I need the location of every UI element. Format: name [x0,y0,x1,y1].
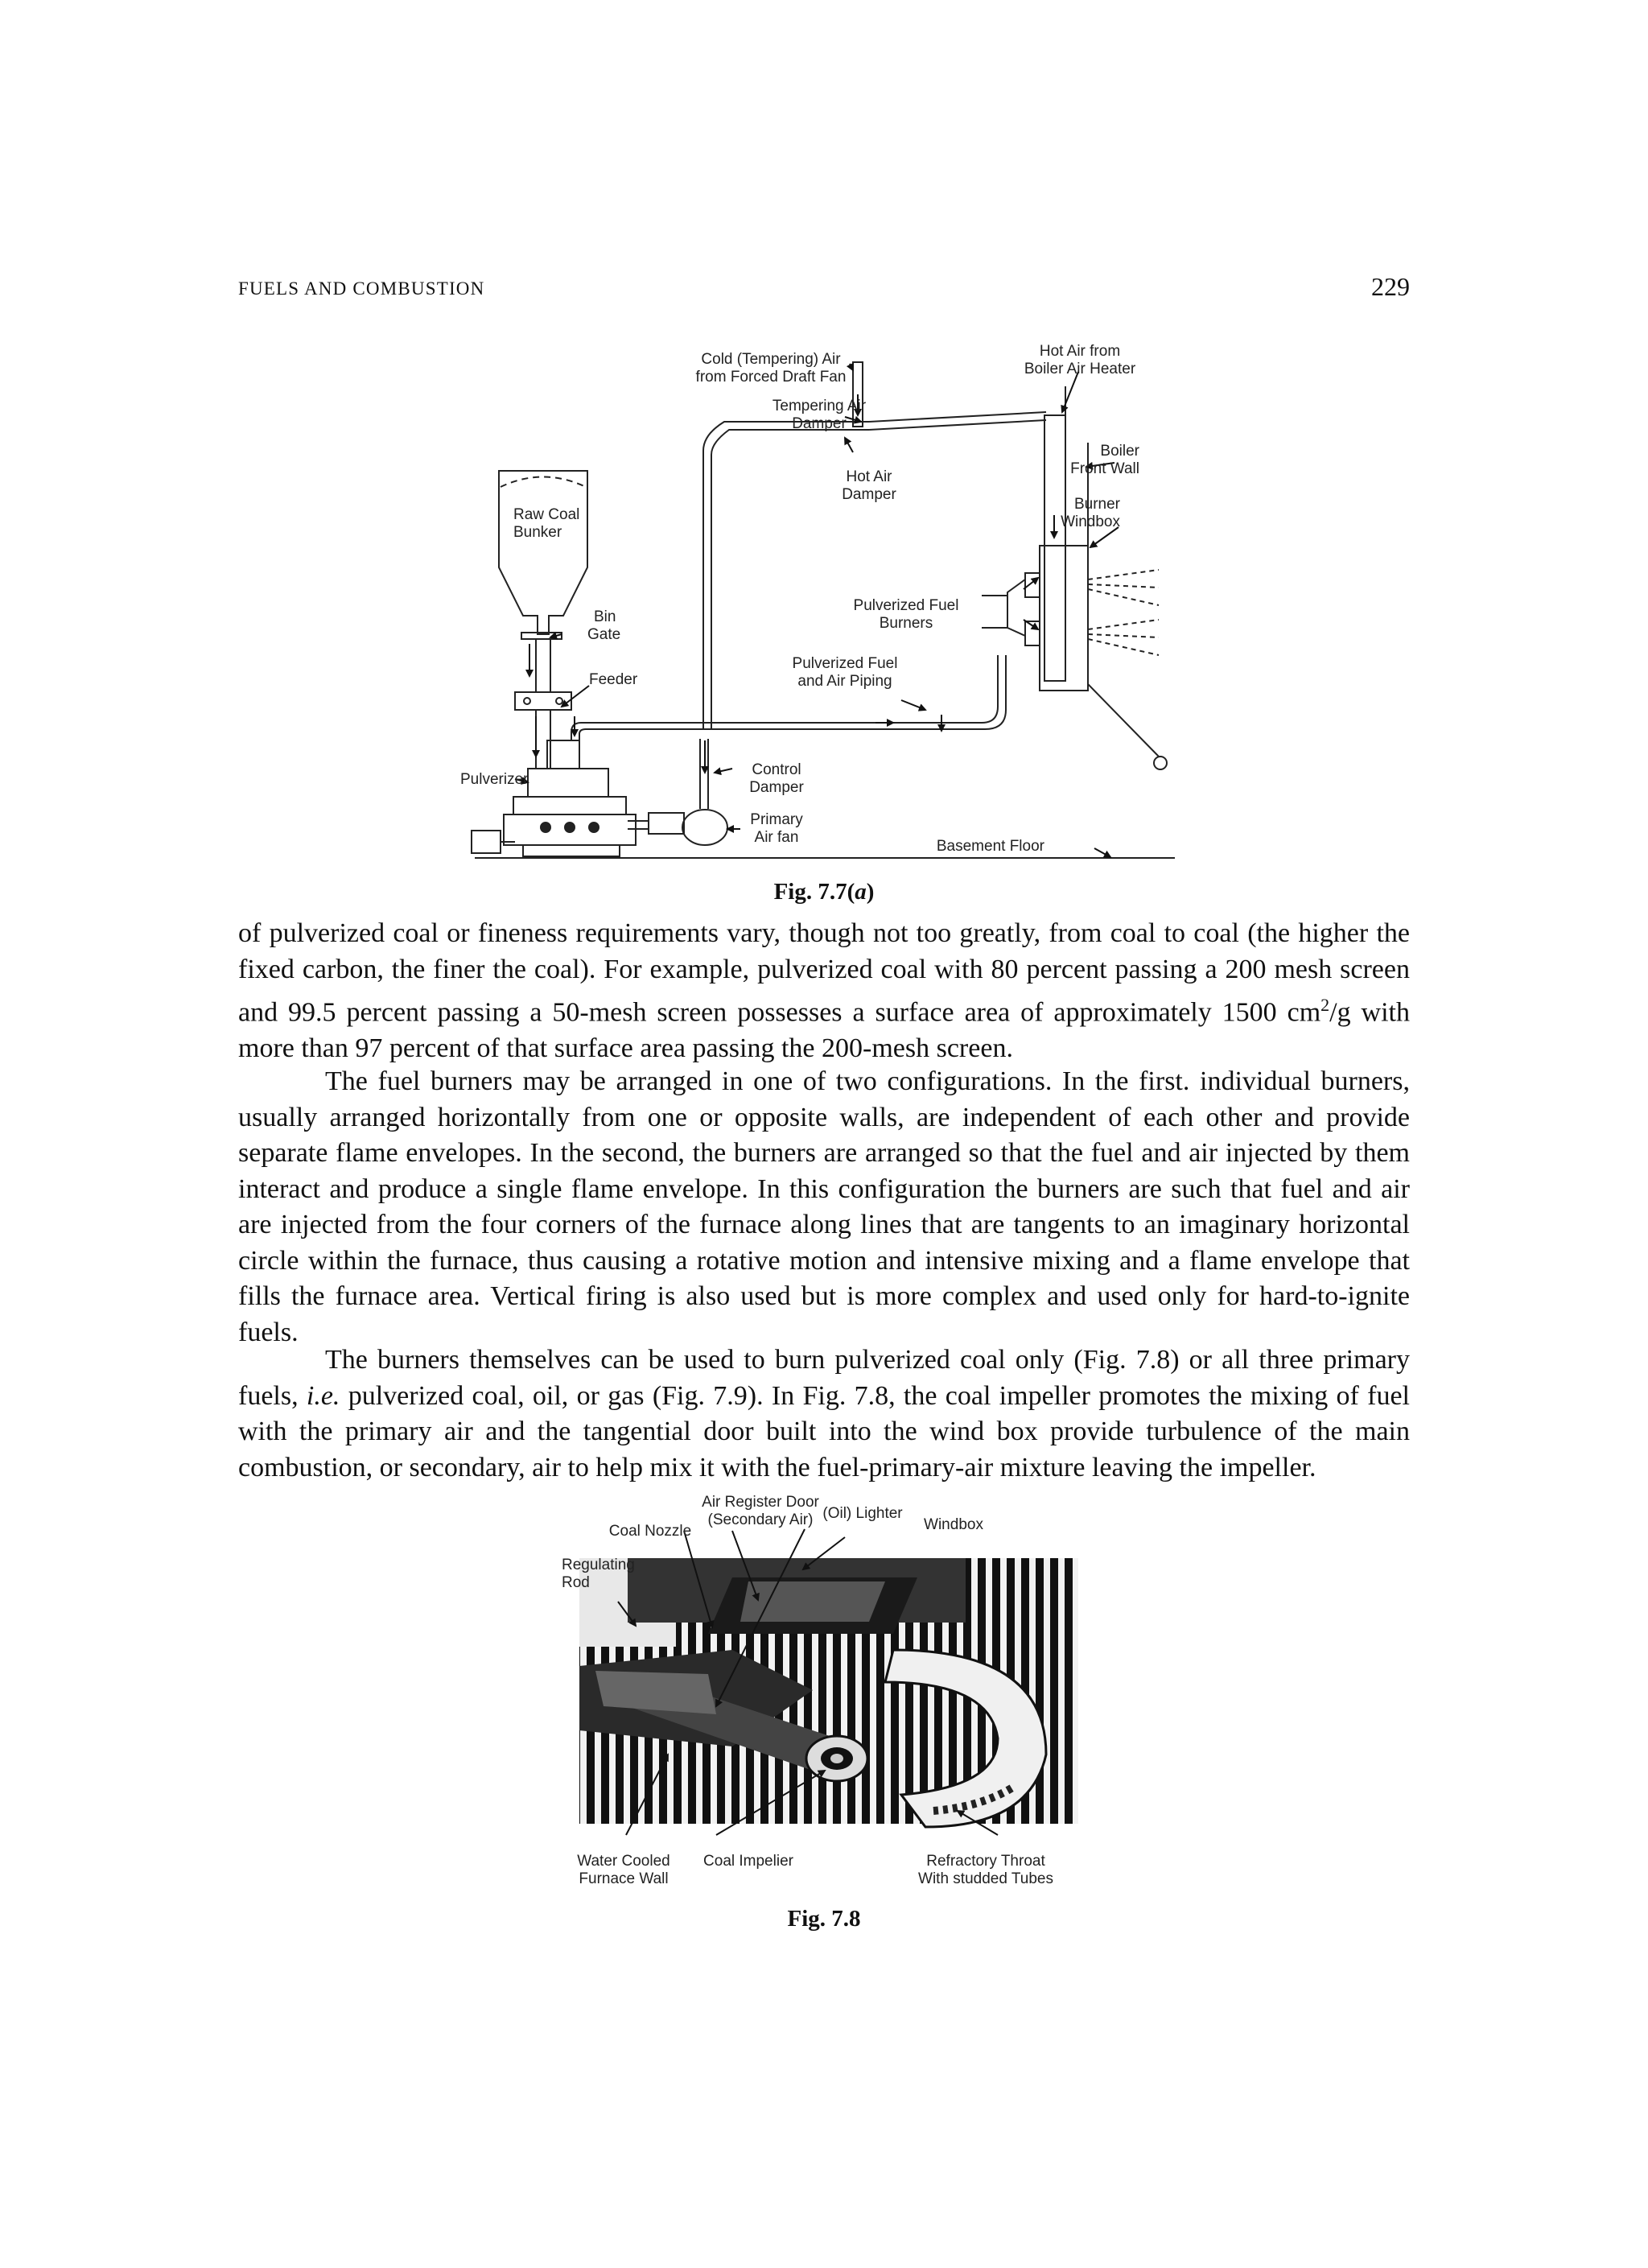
label-windbox: Windbox [924,1516,983,1533]
label-cold-air: Cold (Tempering) Air from Forced Draft Fan [695,351,847,386]
label-control-damper: Control Damper [749,761,804,796]
paragraph-1: of pulverized coal or fineness requirements vary, though not too greatly, from coal to coal (the higher the fixed carbon, the finer the coal). For example, pulverized coal with 80 percent passing a 200 mesh screen and 99.5 percent passing a 50-mesh screen possesses a surface area of approximately 1500 $cm^2/g$ with more than 97 percent of that surface area passing the 200-mesh screen. [238,918,1410,1063]
label-air-register: Air Register Door (Secondary Air) [702,1494,819,1528]
figure-7-8-caption: Fig. 7.8 [787,1906,861,1932]
label-tempering-damper: Tempering Air Damper [772,398,867,432]
burner-photo-illustration [547,1489,1094,1899]
label-burners: Pulverized Fuel Burners [853,597,959,632]
label-lighter: (Oil) Lighter [822,1505,903,1522]
label-pulverizer: Pulverizer [460,771,529,788]
label-boiler-wall: Boiler Front Wall [1070,443,1139,477]
pulverizer-system-schematic [460,338,1175,869]
figure-7-8-photo [547,1489,1094,1899]
label-hot-air-damper: Hot Air Damper [842,468,896,503]
label-impeller: Coal Impelier [703,1853,793,1870]
label-bin-gate: Bin Gate [587,608,621,643]
label-primary-fan: Primary Air fan [750,811,803,846]
label-piping: Pulverized Fuel and Air Piping [792,655,898,690]
figure-7-7a-caption: Fig. 7.7(a) [773,879,875,905]
paragraph-2: The fuel burners may be arranged in one of two configurations. In the first. individual burners, usually arranged horizontally from one or opposite walls, are independent of each other and provide separate flame envelopes. In the second, the burners are arranged so that the fuel and air injected by them interact and produce a single flame envelope. In this configuration the burners are such that fuel and air are injected from the four corners of the furnace along lines that are tangents to an imaginary horizontal circle within the furnace, thus causing a rotative motion and intensive mixing and a flame envelope that fills the furnace area. Vertical firing is also used but is more complex and used only for hard-to-ignite fuels. [238,1066,1410,1347]
label-throat: Refractory Throat With studded Tubes [918,1853,1053,1887]
label-water-wall: Water Cooled Furnace Wall [577,1853,670,1887]
label-bunker: Raw Coal Bunker [513,506,580,541]
coal-bunker-shape [499,471,587,634]
label-hot-air-from: Hot Air from Boiler Air Heater [1024,343,1136,377]
label-regulating-rod: Regulating Rod [562,1557,635,1591]
label-basement: Basement Floor [936,838,1044,855]
label-feeder: Feeder [589,671,638,688]
figure-7-7a-diagram [460,338,1175,869]
label-coal-nozzle: Coal Nozzle [608,1523,692,1540]
running-head: FUELS AND COMBUSTION [238,278,485,299]
figure-7-7a-labels [460,343,1140,855]
label-windbox: Burner Windbox [1061,496,1120,530]
page-number: 229 [1371,272,1410,301]
paragraph-3: The burners themselves can be used to burn pulverized coal only (Fig. 7.8) or all three primary fuels, i.e. pulverized coal, oil, or gas (Fig. 7.9). In Fig. 7.8, the coal impeller promotes the mixing of fuel with the primary air and the tangential door built into the wind box provide turbulence of the main combustion, or secondary, air to help mix it with the fuel-primary-air mixture leaving the impeller. [238,1345,1410,1482]
